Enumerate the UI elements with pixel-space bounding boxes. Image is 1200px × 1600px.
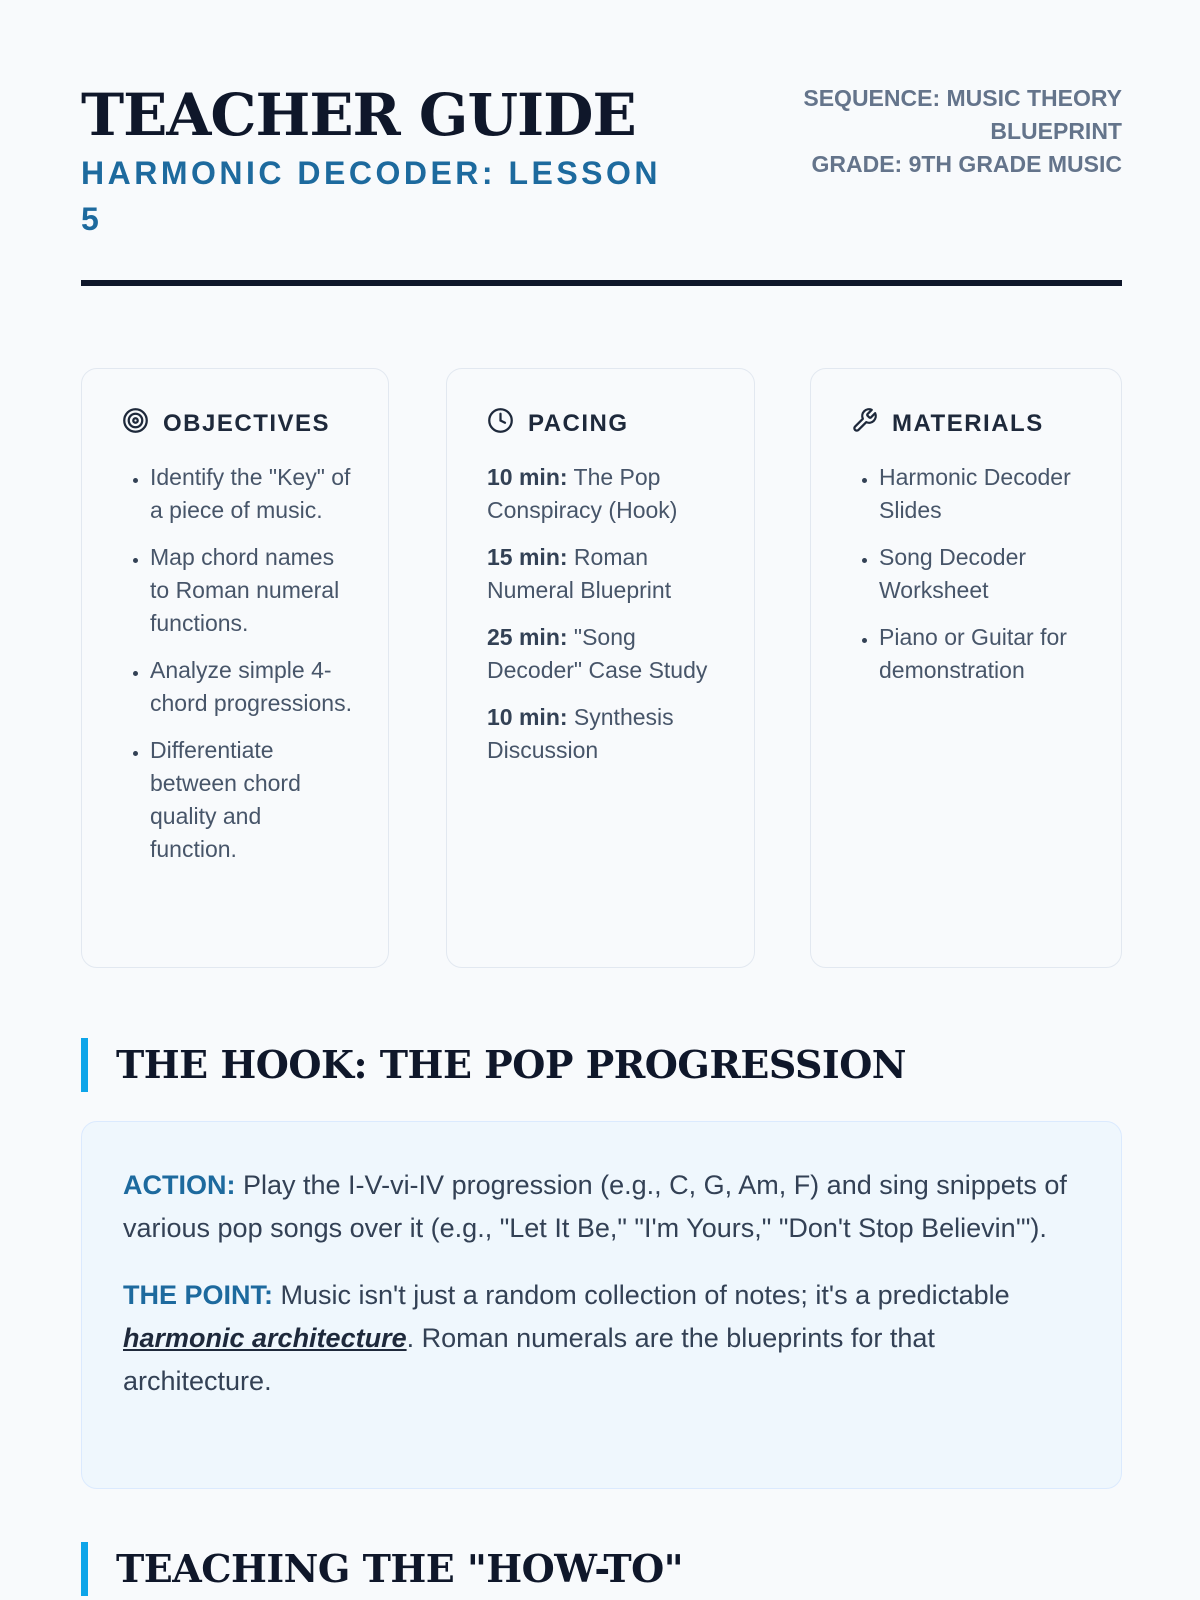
point-text-after: . Roman numerals are the blueprints for that architecture. <box>123 1323 935 1396</box>
pacing-time: 15 min: <box>487 544 568 570</box>
point-paragraph <box>123 1274 1081 1403</box>
pacing-text: Roman Numeral Blueprint <box>487 544 672 603</box>
pacing-item <box>487 701 718 767</box>
list-item: • Song Decoder Worksheet <box>879 541 1085 607</box>
pacing-item <box>487 541 718 607</box>
action-text: Play the I-V-vi-IV progression (e.g., C, G, Am, F) and sing snippets of various pop songs over it (e.g., "Let It Be," "I'm Yours," "Don't Stop Believin'"). <box>123 1170 1067 1243</box>
grade-label: GRADE: 9TH GRADE MUSIC <box>811 151 1122 177</box>
materials-card <box>810 368 1122 968</box>
pacing-item <box>487 621 718 687</box>
pacing-heading-label: PACING <box>528 410 629 437</box>
lesson-subtitle: HARMONIC DECODER: LESSON 5 <box>81 155 662 237</box>
header-divider <box>81 280 1122 286</box>
pacing-time: 10 min: <box>487 464 568 490</box>
target-icon <box>122 407 149 441</box>
pacing-card <box>446 368 755 968</box>
list-item: • Differentiate between chord quality and function. <box>150 734 352 866</box>
pacing-time: 25 min: <box>487 624 568 650</box>
pacing-time: 10 min: <box>487 704 568 730</box>
point-text: Music isn't just a random collection of notes; it's a predictable <box>280 1280 1010 1310</box>
list-item: • Identify the "Key" of a piece of music. <box>150 461 352 527</box>
point-label: THE POINT: <box>123 1280 274 1310</box>
action-label: ACTION: <box>123 1170 236 1200</box>
howto-section-heading <box>81 1542 1122 1596</box>
clock-icon <box>487 407 514 441</box>
wrench-icon <box>851 407 878 441</box>
page-title: TEACHER GUIDE <box>81 81 636 149</box>
list-item: • Map chord names to Roman numeral functions. <box>150 541 352 640</box>
list-item: • Analyze simple 4-chord progressions. <box>150 654 352 720</box>
materials-list <box>851 461 1085 687</box>
pacing-text: "Song Decoder" Case Study <box>487 624 708 683</box>
point-emphasis: harmonic architecture <box>123 1323 407 1353</box>
hook-section-heading <box>81 1038 1122 1092</box>
overview-cards <box>81 368 1122 970</box>
pacing-list <box>487 461 718 767</box>
materials-heading <box>851 409 1085 439</box>
objectives-list <box>122 461 352 866</box>
section-title: TEACHING THE "HOW-TO" <box>116 1546 683 1591</box>
objectives-heading-label: OBJECTIVES <box>163 410 331 437</box>
hook-box <box>81 1121 1122 1489</box>
materials-heading-label: MATERIALS <box>892 410 1044 437</box>
section-title: THE HOOK: THE POP PROGRESSION <box>116 1042 907 1087</box>
pacing-item <box>487 461 718 527</box>
pacing-heading <box>487 409 718 439</box>
list-item: • Harmonic Decoder Slides <box>879 461 1085 527</box>
header-meta <box>762 82 1122 181</box>
objectives-heading <box>122 409 352 439</box>
list-item: • Piano or Guitar for demonstration <box>879 621 1085 687</box>
pacing-text: The Pop Conspiracy (Hook) <box>487 464 678 523</box>
objectives-card <box>81 368 389 968</box>
sequence-label: SEQUENCE: MUSIC THEORY BLUEPRINT <box>803 85 1122 144</box>
pacing-text: Synthesis Discussion <box>487 704 674 763</box>
action-paragraph <box>123 1164 1081 1250</box>
